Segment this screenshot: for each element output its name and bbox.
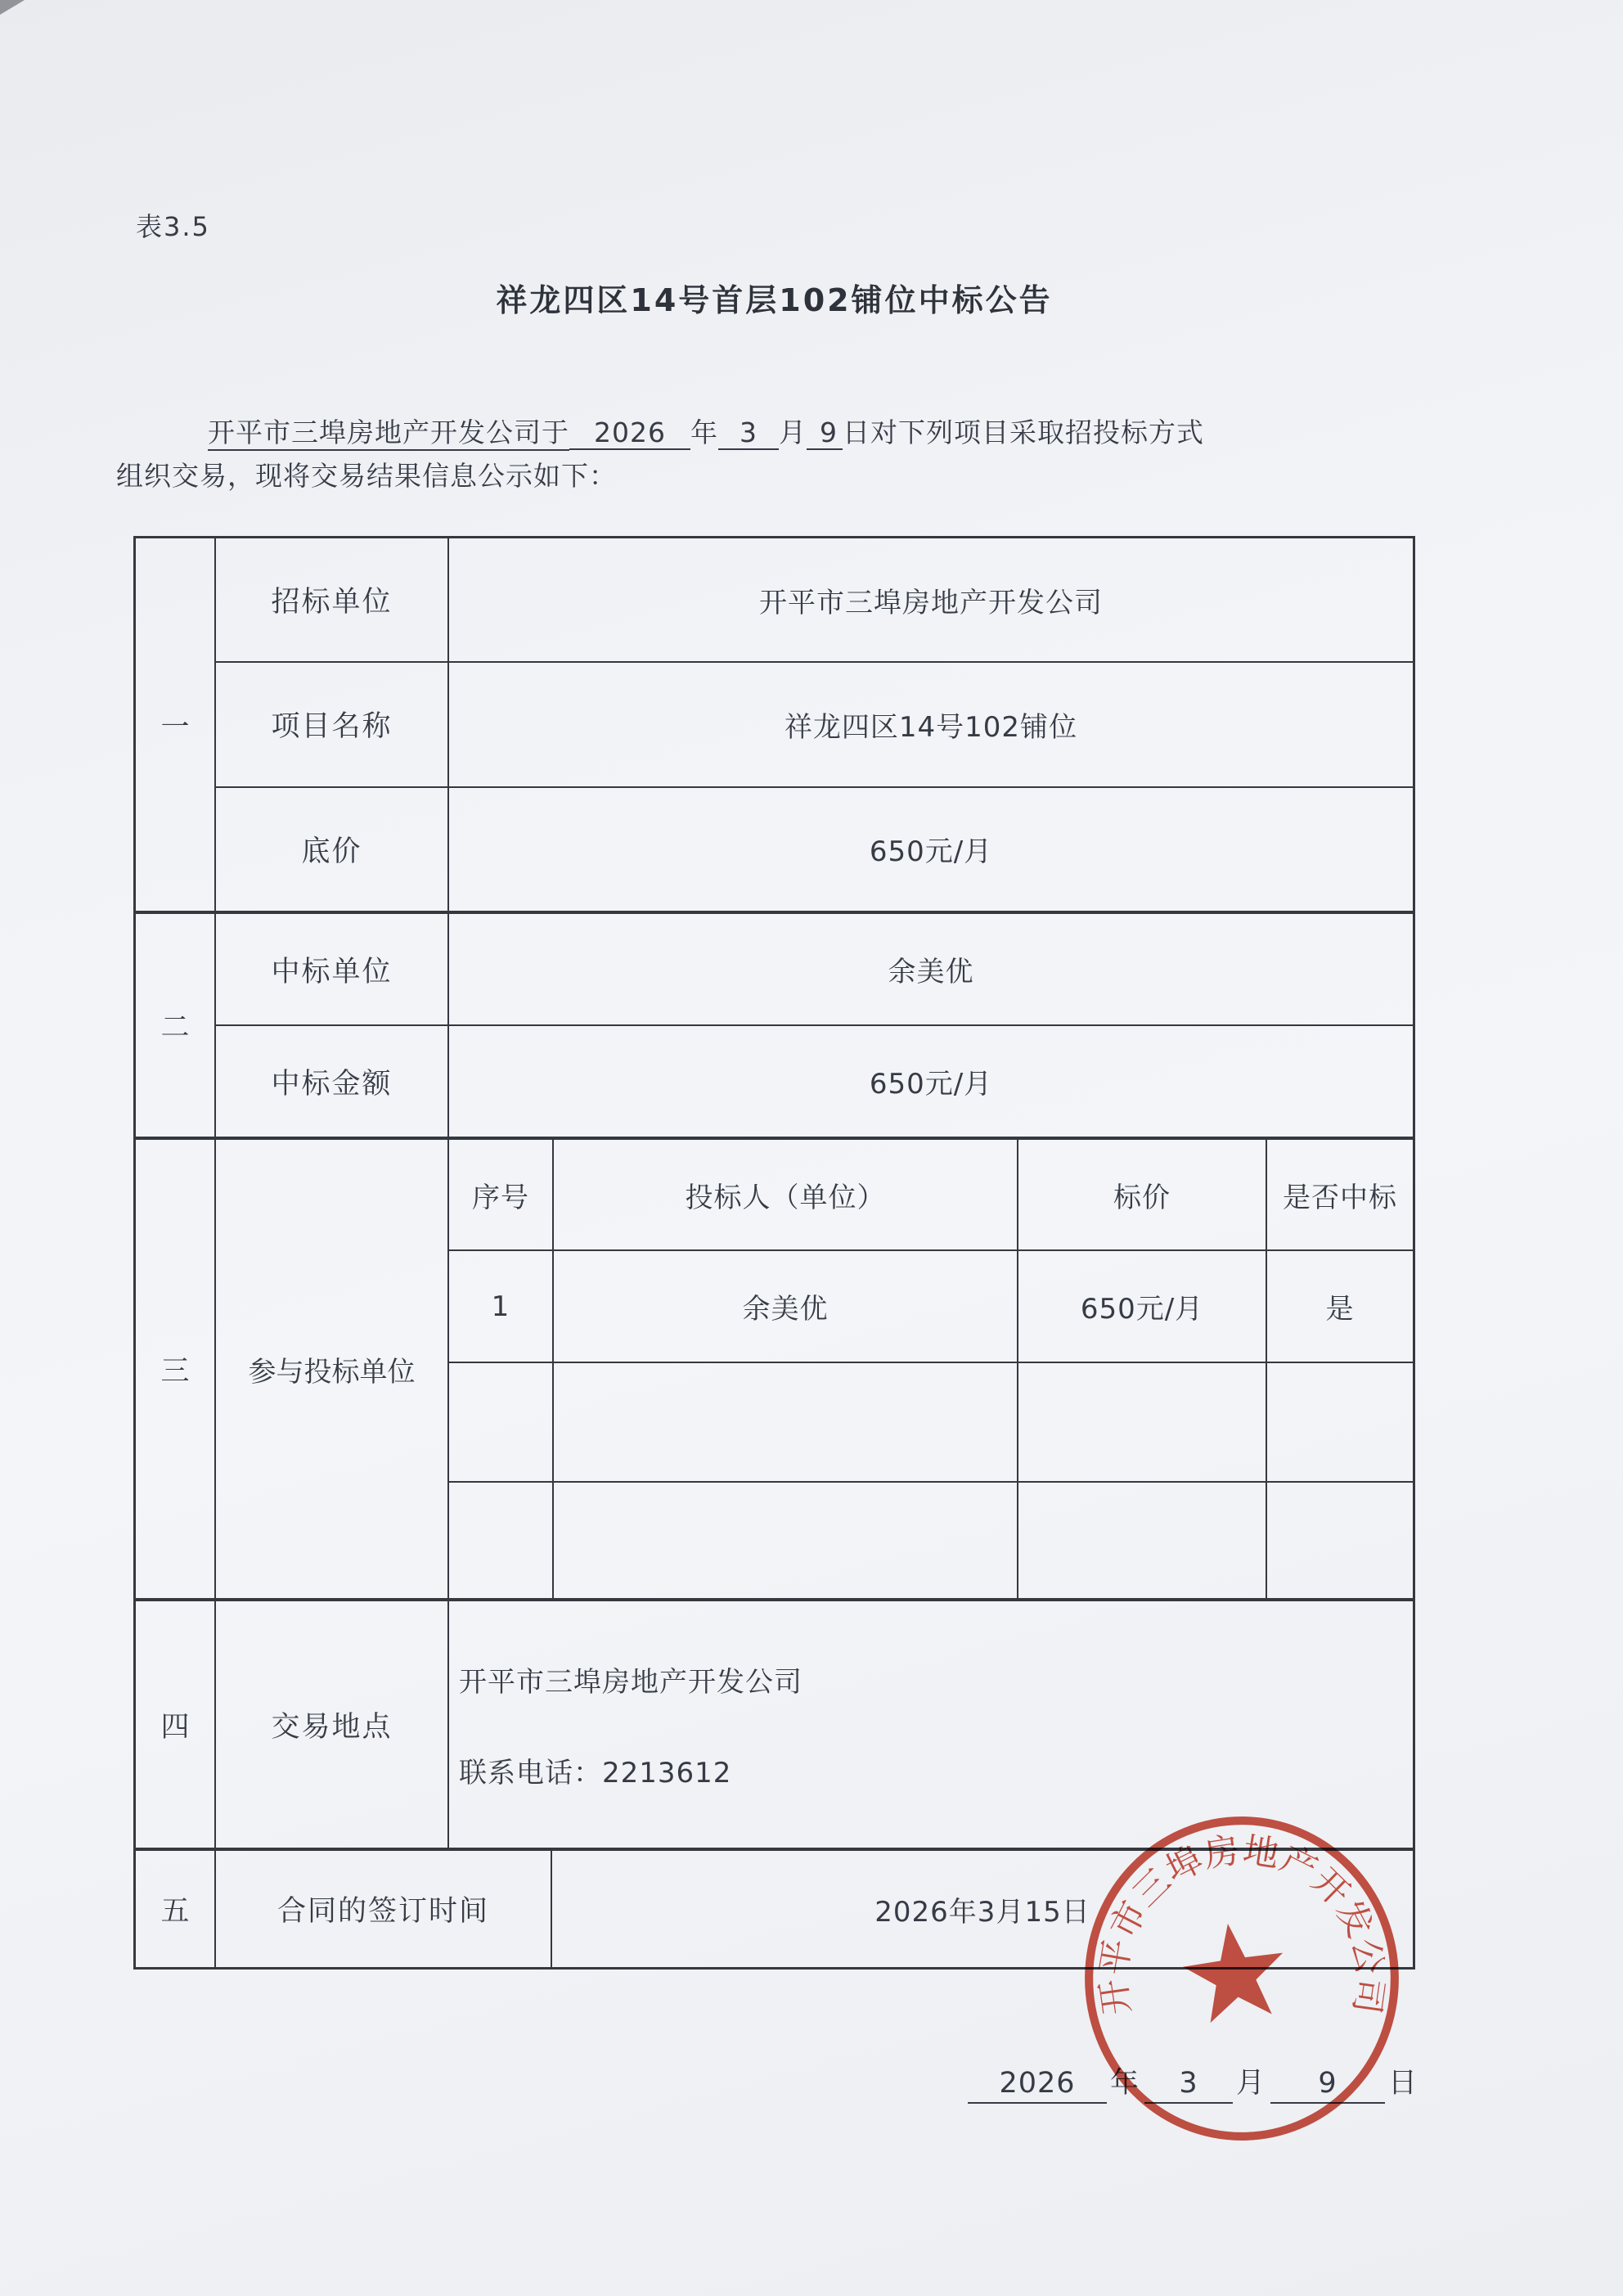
row-label: 项目名称 [216, 663, 449, 786]
column-header: 投标人（单位） [554, 1140, 1018, 1249]
bidder-price: 650元/月 [1018, 1251, 1267, 1362]
seal-text: 开平市三埠房地产开发公司 [1093, 1830, 1391, 2018]
intro-month: 3 [718, 416, 779, 450]
bidder-no [449, 1363, 554, 1481]
signature-day-label: 日 [1388, 2067, 1418, 2100]
scan-corner-artifact [0, 0, 25, 15]
row-value: 650元/月 [869, 835, 993, 869]
bidder-name: 余美优 [554, 1251, 1018, 1362]
intro-month-label: 月 [778, 416, 807, 448]
intro-year-label: 年 [690, 416, 718, 448]
row-value: 祥龙四区14号102铺位 [784, 710, 1078, 744]
bidder-row [449, 1481, 1413, 1598]
column-header: 标价 [1018, 1140, 1267, 1249]
bidder-row [449, 1362, 1413, 1481]
signature-day: 9 [1270, 2067, 1385, 2104]
row-value: 余美优 [888, 956, 974, 988]
company-seal [1077, 1813, 1407, 2144]
bidder-name [554, 1483, 1018, 1598]
section-4-index: 四 [136, 1601, 216, 1848]
bidder-no: 1 [449, 1251, 554, 1362]
table-row [216, 661, 1413, 786]
row-value: 开平市三埠房地产开发公司 [759, 586, 1103, 619]
trade-location-phone: 联系电话：2213612 [459, 1756, 732, 1790]
intro-line1-rest: 日对下列项目采取招投标方式 [842, 416, 1204, 448]
section-5-index: 五 [136, 1851, 216, 1967]
bidder-price [1018, 1363, 1267, 1481]
bidder-won [1267, 1363, 1413, 1481]
bidder-no [449, 1483, 554, 1598]
intro-day: 9 [807, 416, 843, 450]
signature-year-label: 年 [1110, 2067, 1140, 2100]
column-header: 序号 [449, 1140, 554, 1249]
trade-location-company: 开平市三埠房地产开发公司 [459, 1665, 803, 1699]
section-2-index: 二 [136, 914, 216, 1137]
section-5-label: 合同的签订时间 [216, 1851, 552, 1967]
row-value: 650元/月 [869, 1068, 993, 1101]
intro-paragraph [116, 411, 1523, 497]
section-3-index: 三 [136, 1140, 216, 1598]
announcement-table [133, 536, 1415, 1970]
row-label: 底价 [216, 788, 449, 911]
table-row [216, 914, 1413, 1024]
intro-line2: 组织交易，现将交易结果信息公示如下： [116, 460, 617, 492]
signature-month-label: 月 [1236, 2067, 1266, 2100]
bidder-won [1267, 1483, 1413, 1598]
table-row [216, 538, 1413, 661]
row-label: 中标单位 [216, 914, 449, 1024]
page-title: 祥龙四区14号首层102铺位中标公告 [496, 282, 1053, 318]
table-section-4 [136, 1598, 1413, 1848]
section-3-label: 参与投标单位 [216, 1140, 449, 1598]
form-number-label: 表3.5 [136, 211, 210, 242]
signature-year: 2026 [968, 2067, 1107, 2104]
column-header: 是否中标 [1283, 1181, 1397, 1214]
trade-location-cell [449, 1601, 1413, 1848]
bidder-won: 是 [1325, 1293, 1355, 1326]
seal-star-icon [1178, 1916, 1291, 2025]
row-label: 招标单位 [216, 538, 449, 661]
intro-year: 2026 [569, 416, 690, 450]
table-section-2 [136, 911, 1413, 1137]
section-1-index: 一 [136, 538, 216, 911]
subtable-header-row [449, 1140, 1413, 1249]
contract-date-value: 2026年3月15日 [874, 1895, 1090, 1929]
signature-month: 3 [1144, 2067, 1233, 2104]
bidder-price [1018, 1483, 1267, 1598]
bidders-subtable [449, 1140, 1413, 1598]
bidder-row [449, 1249, 1413, 1362]
intro-company: 开平市三埠房地产开发公司于 [208, 416, 569, 451]
table-row [216, 786, 1413, 911]
row-label: 中标金额 [216, 1026, 449, 1137]
bidder-name [554, 1363, 1018, 1481]
table-section-1 [136, 538, 1413, 911]
table-section-3 [136, 1137, 1413, 1598]
section-4-label: 交易地点 [216, 1601, 449, 1848]
table-row [216, 1024, 1413, 1137]
